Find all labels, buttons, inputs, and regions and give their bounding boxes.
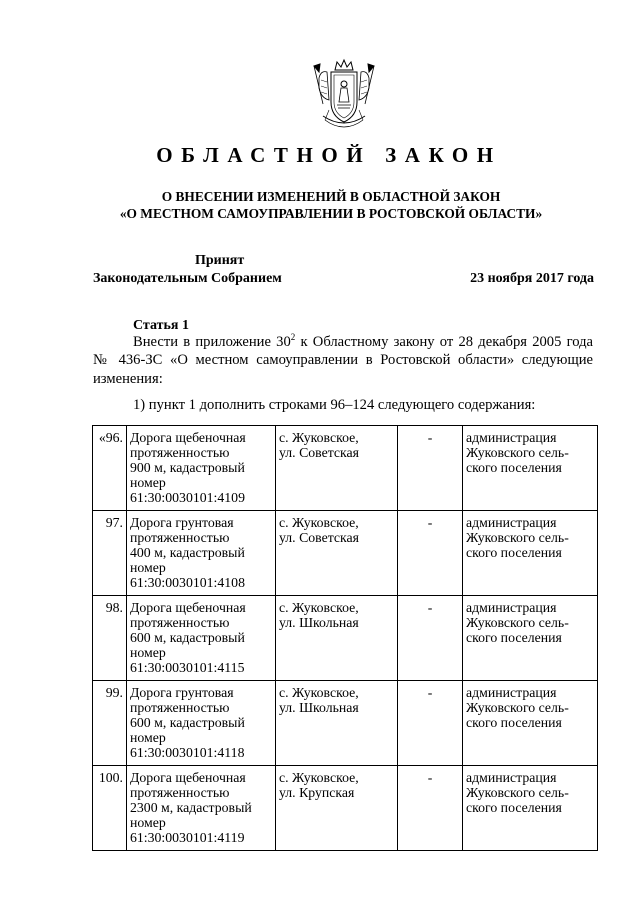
owner-line: администрация	[466, 430, 557, 445]
location-line: с. Жуковское,	[279, 685, 359, 700]
object-line: протяженностью	[130, 615, 230, 630]
row-number: 100.	[93, 766, 127, 851]
object-line: номер	[130, 730, 166, 745]
owner-line: Жуковского сель-	[466, 700, 569, 715]
rostov-oblast-coat-of-arms-icon	[311, 58, 377, 134]
empty-field-dash: -	[398, 511, 463, 596]
owner-line: Жуковского сель-	[466, 445, 569, 460]
object-description	[127, 596, 276, 681]
article-heading: Статья 1	[133, 318, 189, 333]
adoption-date: 23 ноября 2017 года	[470, 271, 594, 286]
owner-line: Жуковского сель-	[466, 530, 569, 545]
object-line: номер	[130, 560, 166, 575]
object-line: 600 м, кадастровый	[130, 715, 245, 730]
object-description	[127, 681, 276, 766]
owner-organization	[463, 766, 598, 851]
location-line: с. Жуковское,	[279, 430, 359, 445]
row-number: 97.	[93, 511, 127, 596]
owner-organization	[463, 681, 598, 766]
table-row	[93, 511, 598, 596]
law-subtitle-line-2: «О МЕСТНОМ САМОУПРАВЛЕНИИ В РОСТОВСКОЙ ОБЛАСТИ»	[119, 206, 543, 221]
point-1-text: 1) пункт 1 дополнить строками 96–124 следующего содержания:	[133, 397, 536, 413]
location-line: ул. Школьная	[279, 615, 359, 630]
row-number: «96.	[93, 426, 127, 511]
location-line: с. Жуковское,	[279, 600, 359, 615]
owner-line: администрация	[466, 770, 557, 785]
object-line: 61:30:0030101:4118	[130, 745, 245, 760]
object-line: протяженностью	[130, 530, 230, 545]
empty-field-dash: -	[398, 681, 463, 766]
object-location	[276, 426, 398, 511]
object-line: протяженностью	[130, 445, 230, 460]
location-line: с. Жуковское,	[279, 515, 359, 530]
owner-organization	[463, 511, 598, 596]
object-line: Дорога щебеночная	[130, 770, 246, 785]
object-line: 2300 м, кадастровый	[130, 800, 252, 815]
object-line: 600 м, кадастровый	[130, 630, 245, 645]
amendments-table	[92, 425, 598, 851]
object-location	[276, 681, 398, 766]
owner-organization	[463, 426, 598, 511]
empty-field-dash: -	[398, 596, 463, 681]
owner-organization	[463, 596, 598, 681]
owner-line: ского поселения	[466, 715, 562, 730]
document-title: ОБЛАСТНОЙ ЗАКОН	[156, 143, 502, 167]
object-description	[127, 511, 276, 596]
owner-line: ского поселения	[466, 630, 562, 645]
location-line: с. Жуковское,	[279, 770, 359, 785]
owner-line: Жуковского сель-	[466, 615, 569, 630]
owner-line: администрация	[466, 600, 557, 615]
paragraph-superscript: 2	[290, 332, 296, 343]
object-line: протяженностью	[130, 785, 230, 800]
owner-line: администрация	[466, 685, 557, 700]
adopted-by: Законодательным Собранием	[93, 271, 282, 286]
object-line: номер	[130, 815, 166, 830]
object-description	[127, 766, 276, 851]
location-line: ул. Крупская	[279, 785, 355, 800]
law-subtitle-line-1: О ВНЕСЕНИИ ИЗМЕНЕНИЙ В ОБЛАСТНОЙ ЗАКОН	[161, 189, 501, 204]
object-location	[276, 766, 398, 851]
object-location	[276, 596, 398, 681]
owner-line: ского поселения	[466, 460, 562, 475]
article-paragraph	[93, 333, 593, 388]
table-row	[93, 426, 598, 511]
object-line: номер	[130, 475, 166, 490]
empty-field-dash: -	[398, 426, 463, 511]
location-line: ул. Советская	[279, 445, 360, 460]
paragraph-part-2: к Областному закону от 28 декабря 2005 года № 436-ЗС «О местном самоуправлении в Ростовской области» следующие изменения:	[93, 334, 594, 387]
object-line: 61:30:0030101:4119	[130, 830, 245, 845]
empty-field-dash: -	[398, 766, 463, 851]
object-line: 61:30:0030101:4109	[130, 490, 245, 505]
object-line: 400 м, кадастровый	[130, 545, 245, 560]
paragraph-part-1: Внести в приложение 30	[133, 334, 291, 350]
owner-line: Жуковского сель-	[466, 785, 569, 800]
owner-line: ского поселения	[466, 545, 562, 560]
object-line: Дорога щебеночная	[130, 600, 246, 615]
table-row	[93, 596, 598, 681]
object-line: номер	[130, 645, 166, 660]
object-line: Дорога грунтовая	[130, 685, 234, 700]
row-number: 99.	[93, 681, 127, 766]
object-line: 900 м, кадастровый	[130, 460, 245, 475]
location-line: ул. Советская	[279, 530, 360, 545]
object-line: 61:30:0030101:4115	[130, 660, 245, 675]
table-row	[93, 681, 598, 766]
row-number: 98.	[93, 596, 127, 681]
owner-line: администрация	[466, 515, 557, 530]
object-line: протяженностью	[130, 700, 230, 715]
owner-line: ского поселения	[466, 800, 562, 815]
location-line: ул. Школьная	[279, 700, 359, 715]
adopted-label: Принят	[195, 253, 245, 268]
object-line: Дорога щебеночная	[130, 430, 246, 445]
object-line: 61:30:0030101:4108	[130, 575, 245, 590]
object-description	[127, 426, 276, 511]
object-location	[276, 511, 398, 596]
table-row	[93, 766, 598, 851]
object-line: Дорога грунтовая	[130, 515, 234, 530]
